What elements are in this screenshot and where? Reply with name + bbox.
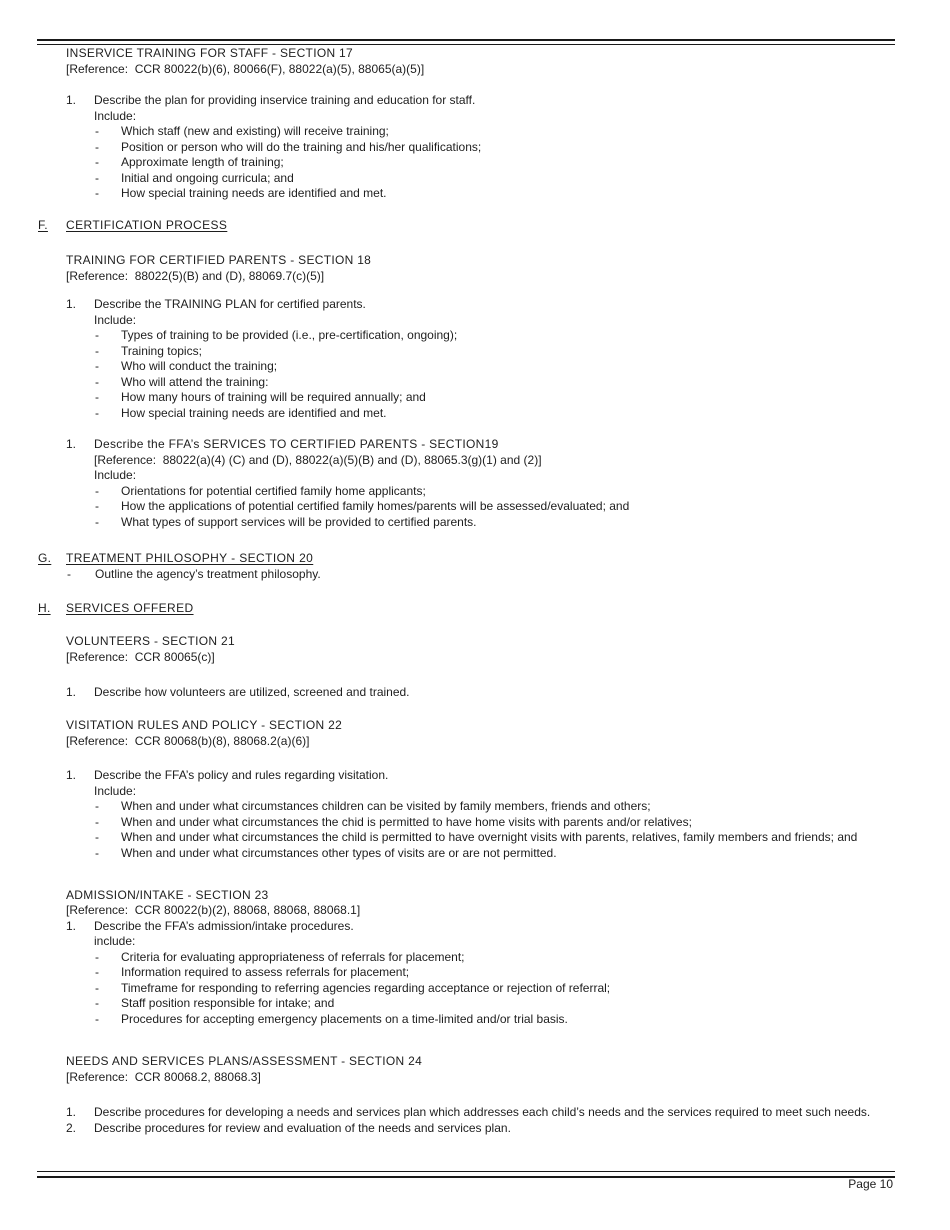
bullet-text: How special training needs are identified and met.: [121, 186, 387, 200]
list-number: 1.: [66, 685, 77, 699]
dash-marker: -: [95, 186, 99, 200]
section-training-certified-parents-18: [0, 253, 950, 421]
bullet-item: [94, 124, 890, 140]
bullet-text: Who will attend the training:: [121, 374, 269, 389]
numbered-item: [66, 685, 950, 701]
bullet-item: [94, 406, 890, 422]
bullet-text: Position or person who will do the training and his/her qualifications;: [121, 139, 482, 154]
section-24-reference: [Reference: CCR 80068.2, 88068.3]: [66, 1069, 261, 1084]
section-23-reference: [Reference: CCR 80022(b)(2), 88068, 88068, 88068.1]: [66, 903, 361, 917]
bullet-item: [94, 155, 890, 171]
numbered-item: [66, 437, 950, 530]
include-label: Include:: [94, 108, 137, 123]
dash-marker: -: [95, 374, 99, 389]
include-label: Include:: [94, 468, 137, 482]
dash-marker: -: [95, 980, 99, 995]
bullet-item: [94, 799, 890, 815]
dash-marker: -: [95, 949, 99, 964]
dash-marker: -: [95, 124, 99, 138]
section-treatment-philosophy-20: [0, 551, 950, 582]
dash-marker: -: [95, 139, 99, 154]
numbered-item-body: [94, 685, 890, 701]
numbered-item-text: Describe the TRAINING PLAN for certified parents.: [94, 297, 366, 311]
top-rule: [37, 39, 895, 45]
dash-marker: -: [95, 996, 99, 1010]
numbered-item-body: [94, 1121, 890, 1137]
dash-marker: -: [95, 359, 99, 373]
section-admission-intake-23: [0, 888, 950, 1028]
section-volunteers-21: [0, 634, 950, 701]
outline-letter: F.: [38, 218, 48, 232]
section-visitation-rules-22: [0, 718, 950, 861]
bullet-text: How many hours of training will be required annually; and: [121, 390, 426, 404]
list-number: 1.: [66, 93, 77, 107]
outline-title: TREATMENT PHILOSOPHY - SECTION 20: [66, 551, 314, 565]
bullet-item: [94, 328, 890, 344]
outline-letter: H.: [38, 601, 51, 615]
bullet-item: [94, 515, 890, 531]
section-18-title: TRAINING FOR CERTIFIED PARENTS - SECTION 18: [66, 253, 372, 267]
section-18-reference: [Reference: 88022(5)(B) and (D), 88069.7(c)(5)]: [66, 268, 325, 283]
bullet-item: [94, 140, 890, 156]
bullet-text: Who will conduct the training;: [121, 359, 278, 373]
numbered-item-body: [94, 768, 890, 861]
list-number: 1.: [66, 918, 77, 933]
numbered-item-text: Describe procedures for review and evaluation of the needs and services plan.: [94, 1120, 511, 1135]
outline-heading-g: [38, 551, 950, 567]
numbered-item-text: Describe the plan for providing inservice training and education for staff.: [94, 93, 476, 107]
include-label: Include:: [94, 783, 137, 798]
bullet-text: When and under what circumstances the chid is permitted to have home visits with parents and/or relatives;: [121, 814, 692, 829]
outline-letter: G.: [38, 551, 52, 565]
numbered-item-body: [94, 437, 890, 530]
dash-marker: -: [95, 405, 99, 420]
numbered-item: [66, 297, 950, 421]
include-label: include:: [94, 934, 136, 948]
bullet-text: Procedures for accepting emergency placements on a time-limited and/or trial basis.: [121, 1011, 568, 1026]
page-number: Page 10: [848, 1177, 893, 1191]
dash-marker: -: [95, 170, 99, 185]
list-number: 1.: [66, 768, 77, 782]
numbered-item: [66, 768, 950, 861]
bullet-item: [94, 996, 890, 1012]
bullet-text: When and under what circumstances other types of visits are or are not permitted.: [121, 845, 557, 860]
list-number: 2.: [66, 1120, 77, 1135]
dash-marker: -: [67, 566, 71, 581]
bullet-text: How special training needs are identified and met.: [121, 405, 387, 420]
bullet-item: [94, 390, 890, 406]
bullet-text: Initial and ongoing curricula; and: [121, 170, 294, 185]
numbered-item-text: Describe how volunteers are utilized, screened and trained.: [94, 685, 410, 699]
numbered-item-text: Describe the FFA’s admission/intake procedures.: [94, 918, 354, 933]
dash-marker: -: [95, 328, 99, 342]
section-19-reference: [Reference: 88022(a)(4) (C) and (D), 88022(a)(5)(B) and (D), 88065.3(g)(1) and (2)]: [94, 452, 542, 467]
numbered-item: [66, 1121, 950, 1137]
section-services-to-certified-parents-19: [0, 437, 950, 530]
bullet-item: [94, 484, 890, 500]
bullet-text: Orientations for potential certified family home applicants;: [121, 483, 426, 498]
bullet-text: Training topics;: [121, 343, 202, 358]
section-22-title: VISITATION RULES AND POLICY - SECTION 22: [66, 718, 343, 732]
section-17-reference: [Reference: CCR 80022(b)(6), 80066(F), 88022(a)(5), 88065(a)(5)]: [66, 61, 425, 76]
numbered-item-body: [94, 93, 890, 202]
dash-marker: -: [95, 155, 99, 169]
bullet-item: [94, 171, 890, 187]
bullet-item: [94, 375, 890, 391]
dash-marker: -: [95, 514, 99, 529]
bullet-text: Approximate length of training;: [121, 155, 284, 169]
bullet-text: Types of training to be provided (i.e., pre-certification, ongoing);: [121, 328, 458, 342]
dash-marker: -: [95, 499, 99, 513]
bullet-item: [94, 186, 890, 202]
dash-marker: -: [95, 483, 99, 498]
dash-marker: -: [95, 814, 99, 829]
numbered-item-body: [94, 919, 890, 1028]
section-needs-services-plans-24: [0, 1054, 950, 1136]
bullet-item: [66, 567, 890, 583]
bullet-item: [94, 499, 890, 515]
bullet-item: [94, 965, 890, 981]
bullet-text: When and under what circumstances children can be visited by family members, friends and others;: [121, 799, 651, 813]
numbered-item: [66, 93, 950, 202]
bullet-text: When and under what circumstances the child is permitted to have overnight visits with parents, relatives, family members and friends; and: [121, 830, 858, 844]
section-22-reference: [Reference: CCR 80068(b)(8), 88068.2(a)(6)]: [66, 733, 310, 748]
bullet-text: Information required to assess referrals for placement;: [121, 965, 410, 979]
bullet-item: [94, 846, 890, 862]
list-number: 1.: [66, 297, 77, 311]
section-inservice-training-17: [0, 46, 950, 202]
outline-title: CERTIFICATION PROCESS: [66, 218, 228, 232]
section-17-title: INSERVICE TRAINING FOR STAFF - SECTION 17: [66, 46, 354, 60]
numbered-item: [66, 919, 950, 1028]
list-number: 1.: [66, 437, 77, 451]
numbered-item: [66, 1105, 950, 1121]
numbered-item-body: [94, 297, 890, 421]
section-24-title: NEEDS AND SERVICES PLANS/ASSESSMENT - SECTION 24: [66, 1054, 423, 1068]
section-23-title: ADMISSION/INTAKE - SECTION 23: [66, 887, 269, 902]
numbered-item-body: [94, 1105, 890, 1121]
dash-marker: -: [95, 799, 99, 813]
outline-title: SERVICES OFFERED: [66, 601, 194, 615]
bullet-text: How the applications of potential certified family homes/parents will be assessed/evaluated; and: [121, 499, 630, 513]
numbered-item-text: Describe the FFA’s policy and rules regarding visitation.: [94, 768, 389, 782]
page-footer: [37, 1177, 893, 1192]
dash-marker: -: [95, 1011, 99, 1026]
bullet-item: [94, 815, 890, 831]
bullet-item: [94, 1012, 890, 1028]
outline-heading-f: [38, 218, 950, 234]
bullet-item: [94, 344, 890, 360]
list-number: 1.: [66, 1105, 77, 1119]
bullet-item: [94, 359, 890, 375]
section-21-reference: [Reference: CCR 80065(c)]: [66, 649, 215, 664]
bullet-item: [94, 950, 890, 966]
dash-marker: -: [95, 390, 99, 404]
numbered-item-text: Describe procedures for developing a needs and services plan which addresses each child’s needs and the services required to meet such needs.: [94, 1105, 871, 1119]
bullet-text: Staff position responsible for intake; and: [121, 996, 335, 1010]
dash-marker: -: [95, 965, 99, 979]
bullet-text: Which staff (new and existing) will receive training;: [121, 124, 389, 138]
section-21-title: VOLUNTEERS - SECTION 21: [66, 634, 235, 648]
bullet-text: Timeframe for responding to referring agencies regarding acceptance or rejection of referral;: [121, 980, 611, 995]
bullet-text: What types of support services will be provided to certified parents.: [121, 514, 477, 529]
bullet-item: [94, 981, 890, 997]
dash-marker: -: [95, 830, 99, 844]
include-label: Include:: [94, 312, 137, 327]
bullet-item: [94, 830, 890, 846]
bullet-text: Outline the agency’s treatment philosophy.: [95, 566, 321, 581]
section-19-title: Describe the FFA’s SERVICES TO CERTIFIED PARENTS - SECTION19: [94, 437, 499, 451]
outline-heading-h: [38, 601, 950, 617]
dash-marker: -: [95, 343, 99, 358]
dash-marker: -: [95, 845, 99, 860]
bullet-text: Criteria for evaluating appropriateness of referrals for placement;: [121, 949, 465, 964]
document-content: [0, 46, 950, 1136]
